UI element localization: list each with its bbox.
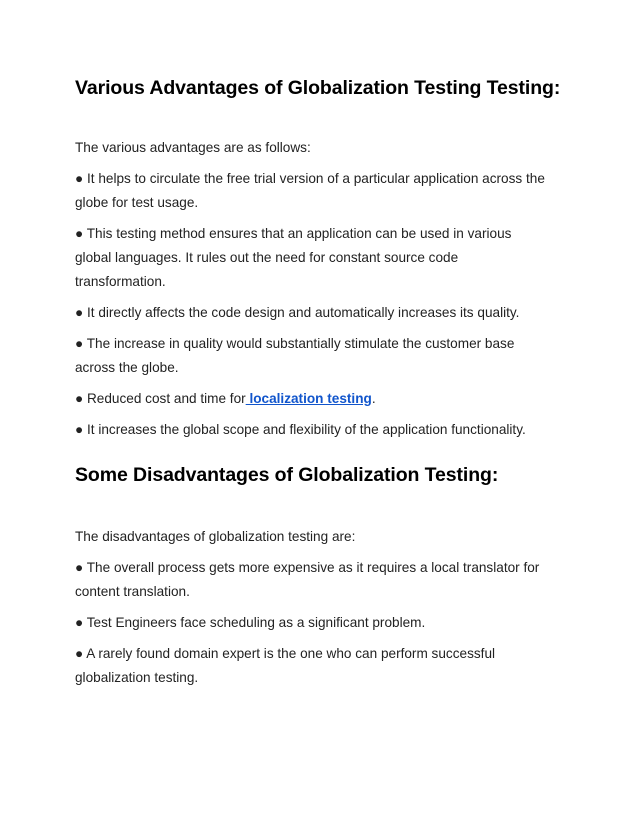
advantage-item-2-line-1: ● This testing method ensures that an application can be used in various	[75, 226, 512, 241]
advantage-item-1-line-2: globe for test usage.	[75, 195, 199, 210]
disadvantages-heading: Some Disadvantages of Globalization Testing:	[75, 464, 499, 486]
advantage-item-2-line-3: transformation.	[75, 274, 166, 289]
advantage-item-5	[75, 390, 376, 408]
disadvantages-intro: The disadvantages of globalization testing are:	[75, 529, 356, 544]
advantage-item-6-line-1: ● It increases the global scope and flexibility of the application functionality.	[75, 422, 526, 437]
advantage-item-5-suffix: .	[371, 391, 376, 406]
disadvantage-item-3-line-1: ● A rarely found domain expert is the one who can perform successful	[75, 646, 496, 661]
disadvantage-item-2-line-1: ● Test Engineers face scheduling as a significant problem.	[75, 615, 426, 630]
advantages-intro: The various advantages are as follows:	[75, 140, 311, 155]
localization-testing-link[interactable]: localization testing	[245, 391, 372, 406]
advantage-item-1-line-1: ● It helps to circulate the free trial version of a particular application across the	[75, 171, 545, 186]
disadvantage-item-1-line-1: ● The overall process gets more expensive as it requires a local translator for	[75, 560, 540, 575]
advantage-item-4-line-2: across the globe.	[75, 360, 179, 375]
disadvantage-item-3-line-2: globalization testing.	[75, 670, 199, 685]
advantage-item-5-prefix: ● Reduced cost and time for	[75, 391, 246, 406]
advantage-item-4-line-1: ● The increase in quality would substantially stimulate the customer base	[75, 336, 515, 351]
advantages-heading: Various Advantages of Globalization Testing Testing:	[75, 77, 561, 99]
advantage-item-2-line-2: global languages. It rules out the need for constant source code	[75, 250, 459, 265]
disadvantage-item-1-line-2: content translation.	[75, 584, 190, 599]
advantage-item-3-line-1: ● It directly affects the code design and automatically increases its quality.	[75, 305, 520, 320]
